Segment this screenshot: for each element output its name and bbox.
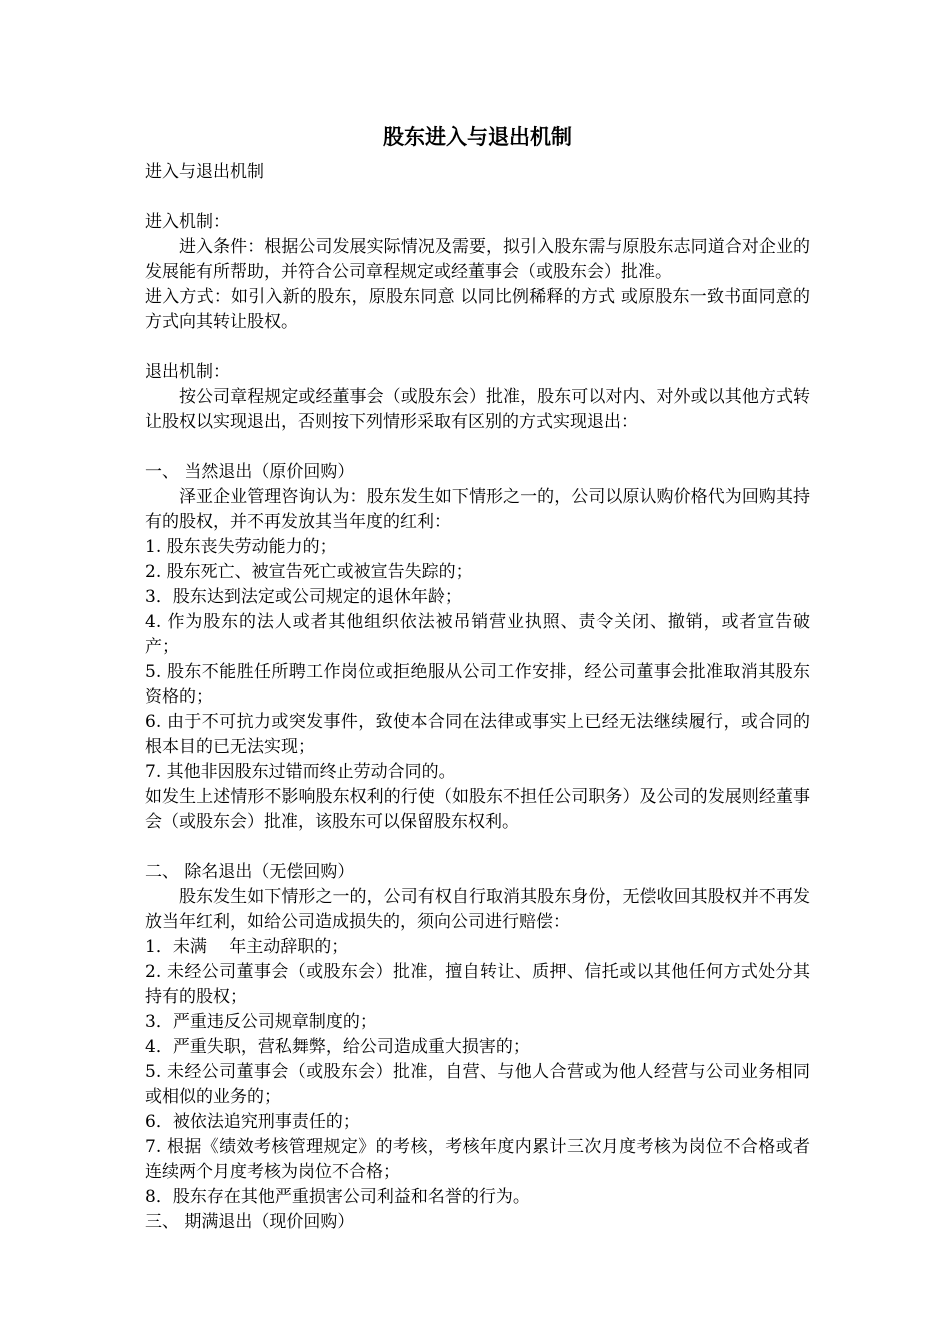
- blank-line: [145, 335, 810, 360]
- blank-line: [145, 185, 810, 210]
- section1-item: 1. 股东丧失劳动能力的；: [145, 537, 337, 557]
- section1-item: 2. 股东死亡、被宣告死亡或被宣告失踪的；: [145, 562, 473, 582]
- section2-heading: 二、 除名退出（无偿回购）: [145, 862, 355, 882]
- entry-condition: 进入条件：根据公司发展实际情况及需要，拟引入股东需与原股东志同道合对企业的发展能有所帮助，并符合公司章程规定或经董事会（或股东会）批准。: [145, 237, 810, 282]
- section2-item: 3．严重违反公司规章制度的；: [145, 1012, 377, 1032]
- document-page: [145, 120, 810, 1235]
- section1-item: 6. 由于不可抗力或突发事件，致使本合同在法律或事实上已经无法继续履行，或合同的根本目的已无法实现；: [145, 712, 810, 757]
- section1-item: 7. 其他非因股东过错而终止劳动合同的。: [145, 762, 456, 782]
- section1-intro: 泽亚企业管理咨询认为：股东发生如下情形之一的，公司以原认购价格代为回购其持有的股权，并不再发放其当年度的红利：: [145, 487, 810, 532]
- section2-item: 1．未满 年主动辞职的；: [145, 937, 349, 957]
- blank-line: [145, 435, 810, 460]
- entry-method: 进入方式：如引入新的股东，原股东同意 以同比例稀释的方式 或原股东一致书面同意的方式向其转让股权。: [145, 287, 810, 332]
- blank-line: [145, 835, 810, 860]
- section2-item: 8．股东存在其他严重损害公司利益和名誉的行为。: [145, 1187, 530, 1207]
- section2-item: 6．被依法追究刑事责任的；: [145, 1112, 360, 1132]
- section1-item: 4. 作为股东的法人或者其他组织依法被吊销营业执照、责令关闭、撤销，或者宣告破产；: [145, 612, 810, 657]
- section2-item: 4．严重失职，营私舞弊，给公司造成重大损害的；: [145, 1037, 530, 1057]
- section1-heading: 一、 当然退出（原价回购）: [145, 462, 355, 482]
- exit-intro: 按公司章程规定或经董事会（或股东会）批准，股东可以对内、对外或以其他方式转让股权以实现退出，否则按下列情形采取有区别的方式实现退出：: [145, 387, 810, 432]
- section2-item: 7. 根据《绩效考核管理规定》的考核，考核年度内累计三次月度考核为岗位不合格或者连续两个月度考核为岗位不合格；: [145, 1137, 810, 1182]
- section2-item: 5. 未经公司董事会（或股东会）批准，自营、与他人合营或为他人经营与公司业务相同或相似的业务的；: [145, 1062, 810, 1107]
- section2-item: 2. 未经公司董事会（或股东会）批准，擅自转让、质押、信托或以其他任何方式处分其持有的股权；: [145, 962, 810, 1007]
- entry-heading: 进入机制：: [145, 212, 230, 232]
- exit-heading: 退出机制：: [145, 362, 230, 382]
- document-title: 股东进入与退出机制: [383, 124, 572, 149]
- document-subtitle: 进入与退出机制: [145, 162, 264, 182]
- section2-intro: 股东发生如下情形之一的，公司有权自行取消其股东身份，无偿收回其股权并不再发放当年红利，如给公司造成损失的，须向公司进行赔偿：: [145, 887, 810, 932]
- section1-item: 5. 股东不能胜任所聘工作岗位或拒绝服从公司工作安排，经公司董事会批准取消其股东资格的；: [145, 662, 810, 707]
- section3-heading: 三、 期满退出（现价回购）: [145, 1212, 355, 1232]
- section1-note: 如发生上述情形不影响股东权利的行使（如股东不担任公司职务）及公司的发展则经董事会（或股东会）批准，该股东可以保留股东权利。: [145, 787, 810, 832]
- section1-item: 3．股东达到法定或公司规定的退休年龄；: [145, 587, 462, 607]
